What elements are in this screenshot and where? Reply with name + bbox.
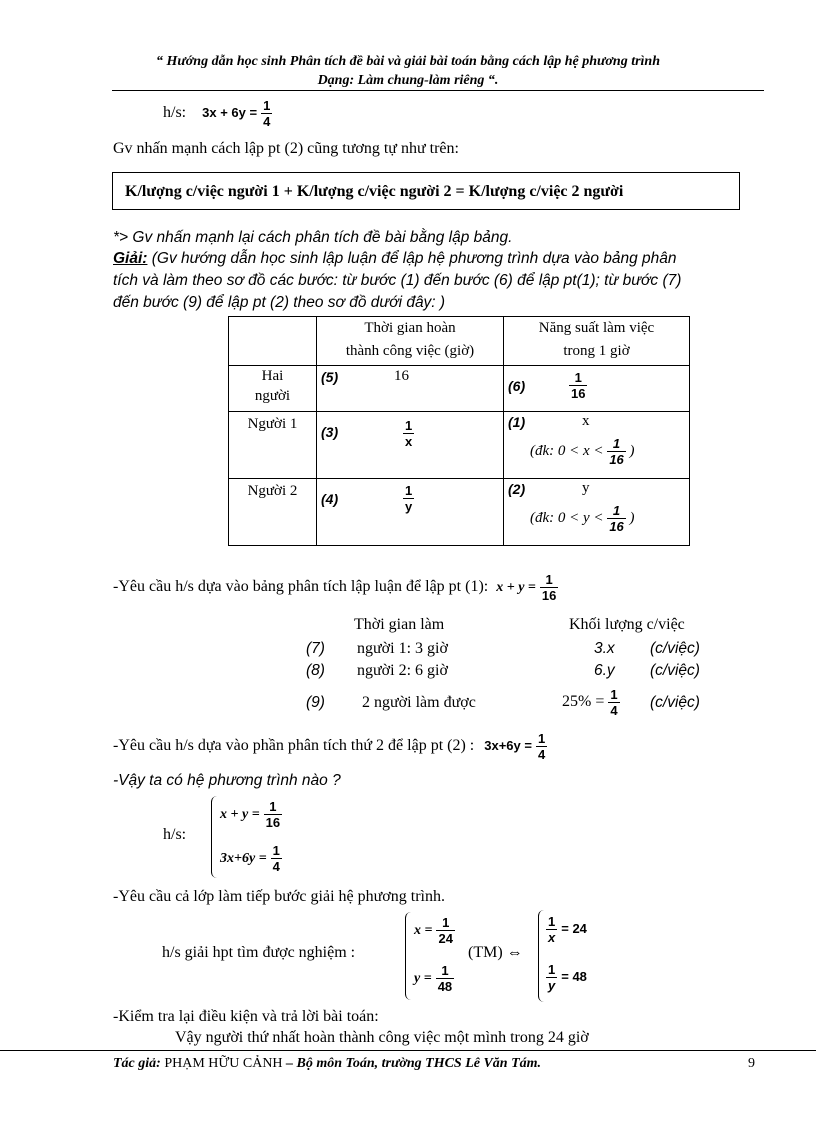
step-label: (2) xyxy=(508,481,526,497)
row-label-person-2 xyxy=(229,479,317,546)
solve-hs-text: h/s giải hpt tìm được nghiệm : xyxy=(162,944,356,961)
condition-close: ) xyxy=(629,442,635,459)
pt2-line xyxy=(113,728,547,764)
rate-variable: x xyxy=(582,413,590,429)
step-7-unit: (c/việc) xyxy=(650,640,700,657)
row-both-time xyxy=(317,366,504,412)
system-eq-2 xyxy=(220,840,282,877)
pt2-fraction xyxy=(536,731,547,762)
y-fraction xyxy=(436,963,454,994)
condition-text: (đk: 0 < y < xyxy=(530,509,604,526)
system-question: -Vậy ta có hệ phương trình nào ? xyxy=(113,772,341,789)
fraction-denominator: 16 xyxy=(609,519,624,534)
fraction-numerator: 1 xyxy=(574,370,582,385)
solution-y xyxy=(414,960,454,997)
step-label: (6) xyxy=(508,378,526,394)
eq2-fraction xyxy=(271,843,282,874)
author-affiliation: – Bộ môn Toán, trường THCS Lê Văn Tám. xyxy=(282,1056,542,1071)
fraction-denominator: y xyxy=(548,977,556,993)
header-time-line-2: thành công việc (giờ) xyxy=(345,343,475,359)
eq2-left: 3x+6y = xyxy=(220,851,267,866)
table-header-row xyxy=(229,317,690,366)
fraction-numerator: 1 xyxy=(545,571,553,587)
gv-note: Gv nhấn mạnh cách lập pt (2) cũng tương tự như trên: xyxy=(113,140,459,157)
fraction-denominator: 4 xyxy=(272,858,280,874)
reciprocal-brace xyxy=(538,910,545,1002)
step-7-work: 3.x xyxy=(594,640,615,657)
row-person2-rate xyxy=(504,479,690,546)
fraction-numerator: 1 xyxy=(537,730,546,746)
author-name: PHẠM HỮU CẢNH xyxy=(160,1056,283,1071)
r1-fraction xyxy=(546,914,557,945)
fraction-denominator: x xyxy=(405,434,413,449)
step-label: (1) xyxy=(508,414,526,430)
fraction-numerator: 1 xyxy=(610,686,618,702)
header-rate-line-1: Năng suất làm việc xyxy=(538,320,655,336)
system-eq-1 xyxy=(220,796,282,833)
fraction-numerator: 1 xyxy=(405,483,413,498)
row-label-both xyxy=(229,366,317,412)
fraction-denominator: 24 xyxy=(438,930,453,946)
fraction-numerator: 1 xyxy=(263,97,271,113)
formula-box: K/lượng c/việc người 1 + K/lượng c/việc người 2 = K/lượng c/việc 2 người xyxy=(112,172,740,210)
header-line-1: “ Hướng dẫn học sinh Phân tích đề bài và giải bài toán bằng cách lập hệ phương trình xyxy=(156,54,660,69)
conclusion-line-1: -Kiểm tra lại điều kiện và trả lời bài toán: xyxy=(113,1008,379,1025)
fraction-denominator: 16 xyxy=(265,814,281,830)
step-9-time: 2 người làm được xyxy=(362,694,476,711)
table-corner-cell xyxy=(229,317,317,366)
pt2-text: -Yêu cầu h/s dựa vào phần phân tích thứ 2 để lập pt (2) : xyxy=(113,737,475,754)
table-header-rate xyxy=(504,317,690,366)
fraction-denominator: 16 xyxy=(609,452,624,467)
author-label: Tác giả: xyxy=(113,1056,161,1071)
condition xyxy=(530,503,635,534)
fraction-numerator: 1 xyxy=(442,914,450,930)
conclusion-line-2: Vậy người thứ nhất hoàn thành công việc một mình trong 24 giờ xyxy=(175,1029,589,1046)
hs-label: h/s: xyxy=(163,104,187,121)
step-9-label: (9) xyxy=(306,694,325,711)
hs-equation-fraction xyxy=(261,98,272,129)
fraction-numerator: 1 xyxy=(548,913,556,929)
pt1-equation-left: x + y = xyxy=(496,580,536,595)
time-fraction xyxy=(403,418,414,449)
footer-rule xyxy=(0,1050,816,1051)
x-fraction xyxy=(436,915,454,946)
fraction-denominator: 48 xyxy=(437,978,453,994)
table-row xyxy=(229,479,690,546)
row-label-line-1: Người 1 xyxy=(247,416,298,432)
giai-text-1: (Gv hướng dẫn học sinh lập luận để lập hệ phương trình dựa vào bảng phân xyxy=(147,250,677,267)
condition-close: ) xyxy=(629,509,635,526)
pt1-text: -Yêu cầu h/s dựa vào bảng phân tích lập luận để lập pt (1): xyxy=(113,578,489,595)
step-8-label: (8) xyxy=(306,662,325,679)
time-fraction xyxy=(403,483,414,514)
header-rule xyxy=(112,90,764,91)
hs-equation-left: 3x + 6y = xyxy=(202,105,258,120)
fraction-numerator: 1 xyxy=(612,503,621,518)
eq1-left: x + y = xyxy=(220,807,260,822)
time-value: 16 xyxy=(394,368,409,384)
step-9-percent: 25% = xyxy=(562,693,605,710)
step-label: (3) xyxy=(321,424,339,440)
rate-variable: y xyxy=(582,480,590,496)
table-row xyxy=(229,412,690,479)
header-line-2: Dạng: Làm chung-làm riêng “. xyxy=(317,73,499,88)
condition xyxy=(530,436,635,467)
system-hs-label: h/s: xyxy=(163,826,187,843)
gv-emphasis: *> Gv nhấn mạnh lại cách phân tích đề bài bằng lập bảng. xyxy=(113,229,513,246)
row-label-line-1: Người 2 xyxy=(247,483,298,499)
tm-equivalence: (TM) ⇔ xyxy=(468,944,523,961)
r2-value: = 48 xyxy=(561,969,587,984)
fraction-denominator: 16 xyxy=(541,587,557,603)
fraction-numerator: 1 xyxy=(612,436,621,451)
steps-header-work: Khối lượng c/việc xyxy=(569,616,685,633)
giai-label: Giải: xyxy=(113,250,148,267)
condition-text: (đk: 0 < x < xyxy=(530,442,604,459)
reciprocal-1 xyxy=(546,910,587,948)
header-time-line-1: Thời gian hoàn xyxy=(364,320,456,336)
solution-brace xyxy=(405,912,412,1000)
step-8-unit: (c/việc) xyxy=(650,662,700,679)
header-rate-line-2: trong 1 giờ xyxy=(563,343,630,359)
fraction-denominator: 4 xyxy=(610,702,618,718)
row-both-rate xyxy=(504,366,690,412)
table-row xyxy=(229,366,690,412)
giai-line-1 xyxy=(113,250,677,268)
r1-value: = 24 xyxy=(561,921,587,936)
step-7-label: (7) xyxy=(306,640,325,657)
steps-header-time: Thời gian làm xyxy=(354,616,445,633)
fraction-numerator: 1 xyxy=(405,418,413,433)
row-person1-time xyxy=(317,412,504,479)
giai-line-3: đến bước (9) để lập pt (2) theo sơ đồ dưới đây: ) xyxy=(113,294,446,311)
system-brace xyxy=(211,796,218,878)
fraction-denominator: 16 xyxy=(571,386,586,401)
fraction-denominator: 4 xyxy=(537,746,546,762)
row-label-person-1 xyxy=(229,412,317,479)
step-label: (5) xyxy=(321,369,339,385)
y-left: y = xyxy=(414,971,432,986)
step-9-unit: (c/việc) xyxy=(650,694,700,711)
condition-fraction xyxy=(607,503,625,534)
solve-instruction: -Yêu cầu cả lớp làm tiếp bước giải hệ phương trình. xyxy=(113,888,445,905)
step-label: (4) xyxy=(321,491,339,507)
pt1-fraction xyxy=(540,572,558,603)
eq1-fraction xyxy=(264,799,282,830)
step-8-work: 6.y xyxy=(594,662,615,679)
intro-hs-answer xyxy=(163,96,272,130)
row-label-line-2: người xyxy=(254,388,291,404)
x-left: x = xyxy=(414,923,433,938)
step-8-time: người 2: 6 giờ xyxy=(357,662,448,679)
step-9-work xyxy=(562,684,620,720)
reciprocal-2 xyxy=(546,958,587,996)
row-label-line-1: Hai xyxy=(261,368,284,384)
row-person2-time xyxy=(317,479,504,546)
rate-fraction xyxy=(569,370,587,401)
fraction-denominator: 4 xyxy=(263,113,271,129)
row-person1-rate xyxy=(504,412,690,479)
fraction-numerator: 1 xyxy=(269,798,277,814)
condition-fraction xyxy=(607,436,625,467)
table-header-time xyxy=(317,317,504,366)
fraction-numerator: 1 xyxy=(272,842,280,858)
page-number: 9 xyxy=(748,1056,755,1071)
solution-x xyxy=(414,912,455,949)
step-9-fraction xyxy=(608,687,619,718)
r2-fraction xyxy=(546,962,557,993)
pt2-equation-left: 3x+6y = xyxy=(484,738,532,753)
footer-author xyxy=(113,1056,541,1072)
giai-line-2: tích và làm theo sơ đồ các bước: từ bước (1) đến bước (6) để lập pt(1); từ bước (7) xyxy=(113,272,682,289)
pt1-line xyxy=(113,570,558,605)
fraction-denominator: y xyxy=(405,499,413,514)
fraction-denominator: x xyxy=(548,929,556,945)
step-7-time: người 1: 3 giờ xyxy=(357,640,448,657)
analysis-table xyxy=(228,316,690,546)
fraction-numerator: 1 xyxy=(441,962,449,978)
fraction-numerator: 1 xyxy=(548,961,556,977)
